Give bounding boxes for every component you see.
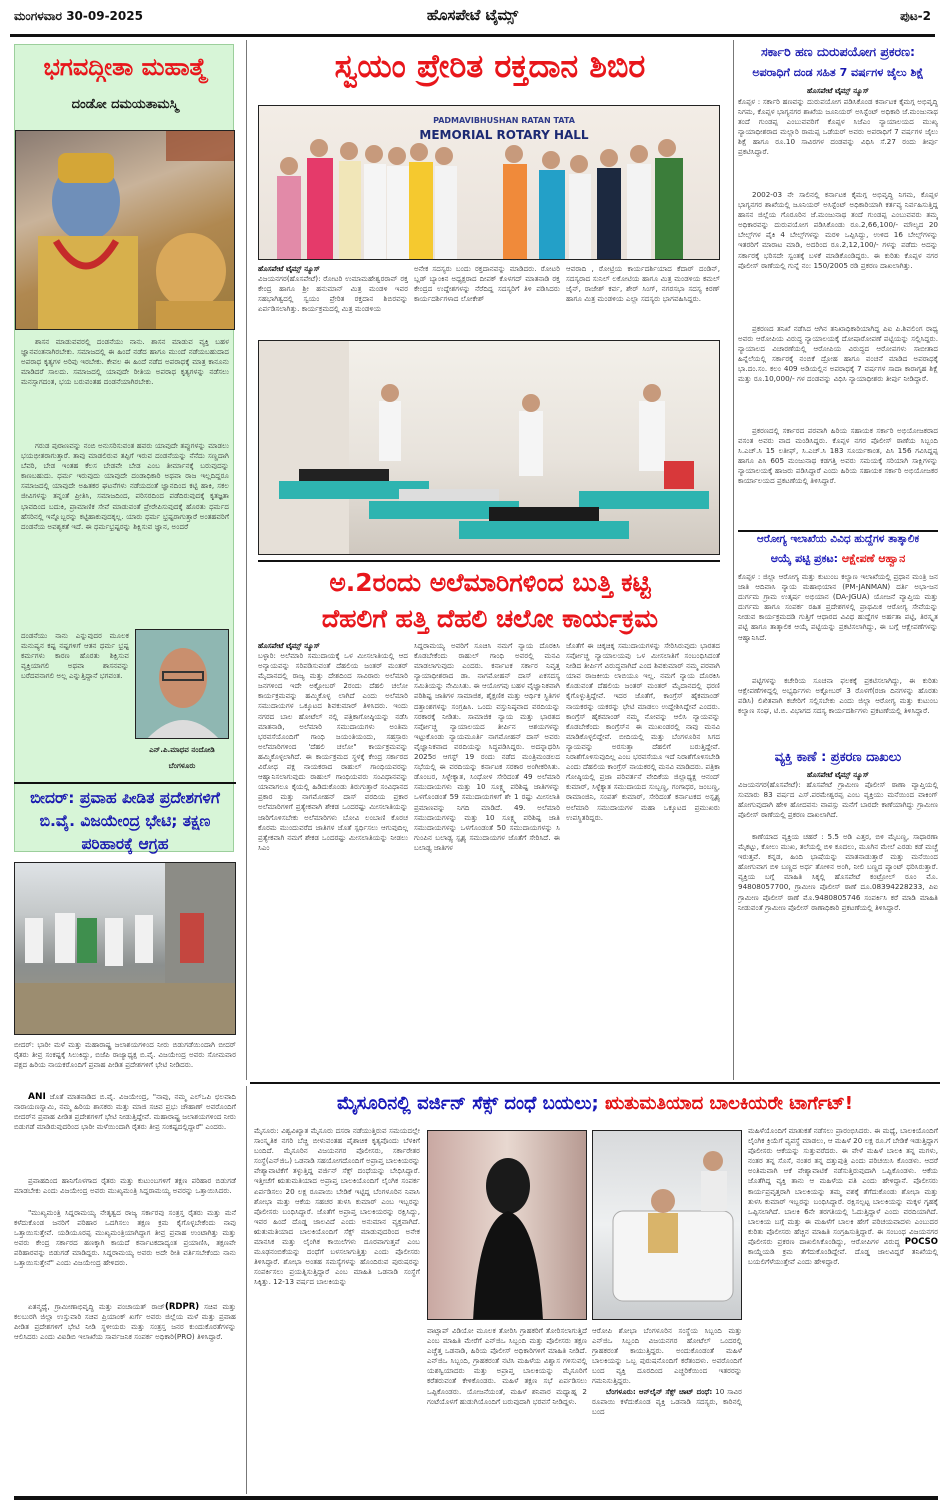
blood-byline: ಹೊಸಪೇಟೆ ಟೈಮ್ಸ್ ನ್ಯೂಸ್: [258, 264, 320, 273]
footer-rule: [14, 1496, 938, 1500]
banner-line-1: PADMAVIBHUSHAN RATAN TATA: [433, 116, 575, 125]
funds-text-4: ಪ್ರಕರಣದಲ್ಲಿ ಸರ್ಕಾರದ ಪರವಾಗಿ ಹಿರಿಯ ಸಹಾಯಕ ಸರ್ಕಾರಿ ಅಭಿಯೋಜಕರಾದ ವಸಂತ ಅವರು ವಾದ ಮಂಡಿಸಿದ್ದರು. ಕೊಪ್ಪಳ ನಗರ ಪೊಲೀಸ್ ಠಾಣೆಯ ಸಿಬ್ಬಂದಿ ಸಿ.ಎಚ್.ಸಿ 15 ಲತೀಫ್, ಸಿ.ಎಚ್.ಸಿ 183 ಸೂರ್ಯಕಾಂತ, ಪಿಸಿ 156 ಗವಿಸಿದ್ದಪ್ಪ ಹಾಗೂ ಪಿಸಿ 605 ಮಂಜುನಾಥ ಕಡಗತ್ತಿ ಅವರು ಸಮಯಕ್ಕೆ ಸರಿಯಾಗಿ ಸಾಕ್ಷಿಗಳನ್ನು ನ್ಯಾಯಾಲಯಕ್ಕೆ ಹಾಜರು ಪಡಿಸಿದ್ದಾರೆ ಎಂದು ಹಿರಿಯ ಸಹಾಯಕ ಸರ್ಕಾರಿ ಅಭಿಯೋಜಕರ ಕಾರ್ಯಾಲಯದ ಪ್ರಕಟಣೆಯಲ್ಲಿ ತಿಳಿಸಿದ್ದಾರೆ.: [738, 426, 938, 486]
author-name: ಎನ್.ಪಿ.ಮಾಧವ ನಂದೋಡಿ: [149, 745, 215, 754]
section-rule: [258, 560, 720, 562]
silhouette: [428, 1131, 587, 1320]
mysuru-text-3-tail: 10 ಸಾವಿರ ರೂಪಾಯಿ ಕಳೆದುಕೊಂಡ ವ್ಯಕ್ತಿ ಒಡನಾಡಿ ಸದಸ್ಯರು, ಕಾರಿನಲ್ಲಿ ಬಂದ: [592, 1386, 742, 1416]
health-headline-1: ಆರೋಗ್ಯ ಇಲಾಖೆಯ ವಿವಿಧ ಹುದ್ದೆಗಳ ತಾತ್ಕಾಲಿಕ: [756, 533, 920, 545]
missing-text-2: ಕಾಣೆಯಾದ ವ್ಯಕ್ತಿಯ ಚಹರೆ : 5.5 ಅಡಿ ಎತ್ತರ, ಬಿಳಿ ಮೈಬಣ್ಣ, ಸಾಧಾರಣಾ ಮೈಕಟ್ಟು, ಕೋಲು ಮುಖ, ತಲೆಯಲ್ಲಿ ಬಿಳಿ ಕೂದಲು, ಮೂಗಿನ ಮೇಲೆ ಎರಡು ಕಡೆ ಮಚ್ಚೆ ಇರುತ್ತವೆ. ಕನ್ನಡ, ಹಿಂದಿ ಭಾಷೆಯನ್ನು ಮಾತನಾಡುತ್ತಾರೆ ಮತ್ತು ಮನೆಯಿಂದ ಹೋಗುವಾಗ ಬಿಳಿ ಬಣ್ಣದ ಅರ್ಧ ತೋಳಿನ ಅಂಗಿ, ನೀಲಿ ಬಣ್ಣದ ಪ್ಯಾಂಟ್ ಧರಿಸಿರುತ್ತಾರೆ. ವ್ಯಕ್ತಿಯ ಬಗ್ಗೆ ಮಾಹಿತಿ ಸಿಕ್ಕಲ್ಲಿ ಹೊಸಪೇಟೆ ಕಂಟ್ರೋಲ್ ರೂಂ ಮೊ. 94808057700, ಗ್ರಾಮೀಣ ಪೊಲೀಸ್ ಠಾಣೆ ದೂ.08394228233, ಪಿಐ ಗ್ರಾಮೀಣ ಪೊಲೀಸ್ ಠಾಣೆ ಮೊ.9480805746 ಸಂಪರ್ಕಿಸಿ ಕರೆ ಮಾಡಿ ಮಾಹಿತಿ ನೀಡುವಂತೆ ಗ್ರಾಮೀಣ ಪೊಲೀಸ್ ಠಾಣಾಧಿಕಾರಿ ಪ್ರಕಟಣೆಯಲ್ಲಿ ತಿಳಿಸಿದ್ದಾರೆ.: [738, 832, 938, 912]
missing-byline: ಹೊಸಪೇಟೆ ಟೈಮ್ಸ್ ನ್ಯೂಸ್: [807, 770, 869, 779]
woman-silhouette-photo: [427, 1130, 587, 1320]
alemari-text-1: ಬಳ್ಳಾರಿ: ಅಲೆಮಾರಿ ಸಮುದಾಯಕ್ಕೆ ಒಳ ಮೀಸಲಾತಿಯಲ್ಲಿ ಆದ ಅನ್ಯಾಯವನ್ನು ಸರಿಪಡಿಸುವಂತೆ ದೆಹಲಿಯ ಜಂತರ್ ಮಂತರ್ ಮೈದಾನದಲ್ಲಿ ರಾಜ್ಯ ಮತ್ತು ದೇಶದಿಂದ ಸಾವಿರಾರು ಅಲೆಮಾರಿ ಜನಗಳಿಂದ ಇದೇ ಅಕ್ಟೋಬರ್ 2ರಂದು ದೆಹಲಿ ಚಲೋ ಕಾರ್ಯಕ್ರಮವನ್ನು ಹಮ್ಮಿಕೊಳ್ಳ ಲಾಗಿದೆ ಎಂದು ಅಲೆಮಾರಿ ಸಮುದಾಯಗಳ ಒಕ್ಕೂಟದ ಶಿವಕುಮಾರ್ ತಿಳಿಸಿದರು. ಇಂದು ನಗರದ ಬಾಲ ಹೋಟೆಲ್ ನಲ್ಲಿ ಪತ್ರಿಕಾಗೋಷ್ಠಿಯನ್ನು ನಡೆಸಿ ಮಾತನಾಡಿ, ಅಲೆಮಾರಿ ಸಮುದಾಯಗಳು ಅಂತಿಮ ಭರವಸೆಯೊಂದಿಗೆ' ಗಾಂಧಿ ಜಯಂತಿಯಂದು, ಸಹಸ್ರಾರು ಅಲೆಮಾರಿಗಳಿಂದ 'ದೆಹಲಿ ಚಲೋ" ಕಾರ್ಯಕ್ರಮವನ್ನು ಹಮ್ಮಿಕೊಳ್ಳಲಾಗಿದೆ. ಈ ಕಾರ್ಯಕ್ರಮದ ಸ್ಥಳಕ್ಕೆ ಕೇಂದ್ರ ಸರ್ಕಾರದ ವಿರೋಧ ಪಕ್ಷ ನಾಯಕರಾದ ರಾಹುಲ್ ಗಾಂಧಿಯವರನ್ನು ಆಹ್ವಾನಿಸಲಾಗುವುದು ರಾಹುಲ್ ಗಾಂಧಿಯವರು ಸಂವಿಧಾನವನ್ನು ಯಾವಾಗಲೂ ಕೈಯಲ್ಲಿ ಹಿಡಿದುಕೊಂಡು ತಿರುಗುತ್ತಾರೆ ಸಂವಿಧಾನದ ಪ್ರಕಾರ ಮತ್ತು ನಾಗಮೋಹನ್ ದಾಸ್ ವರದಿಯ ಪ್ರಕಾರ ಅಲೆಮಾರಿಗಳಿಗೆ ಪ್ರತ್ಯೇಕವಾಗಿ ಶೇಕಡ ಒಂದರಷ್ಟು ಮೀಸಲಾತಿಯನ್ನು ಜಾರಿಗೊಳಿಸಬೇಕು ಅಲೆಮಾರಿಗಳು ಬೋವಿ ಲಂಬಾಣಿ ಕೊರಚ ಕೊರಮ ಮುಂದುವರೆದ ಜಾತಿಗಳ ಜೊತೆ ಸ್ಪರ್ಧಿಸಲು ಆಗುವುದಿಲ್ಲ ಪ್ರತ್ಯೇಕವಾಗಿ ನಮಗೆ ಶೇಕಡ ಒಂದರಷ್ಟು ಮೀಸಲಾತಿಯನ್ನು ನೀಡಲು ಸಿಎಂ: [258, 651, 408, 852]
column-divider: [246, 40, 247, 1080]
group-of-people: [259, 106, 720, 260]
bidar-text-2-body: ಜೊತೆ ಮಾತನಾಡಿದ ಬಿ.ವೈ. ವಿಜಯೇಂದ್ರ, "ನಾವು, ನಮ್ಮ ಎಲ್‌ಒಪಿ ಛಲವಾದಿ ನಾರಾಯಣಸ್ವಾಮಿ, ನಮ್ಮ ಹಿರಿಯ ಶಾಸಕರು ಮತ್ತು ಮಾಜಿ ಸಚಿವ ಪ್ರಭು ಚೌಹಾಣ್ ಅವರೊಂದಿಗೆ ಬೀದರ್‌ನ ಪ್ರವಾಹ ಪೀಡಿತ ಪ್ರದೇಶಗಳಿಗೆ ಭೇಟಿ ನೀಡುತ್ತಿದ್ದೇವೆ. ಮಹಾರಾಷ್ಟ್ರ ಜಲಾಶಯಗಳಿಂದ ನೀರು ಬಿಡುಗಡೆ ಮಾಡಿರುವುದರಿಂದ ಭಾರೀ ಮಳೆಯಿಂದಾಗಿ ರೈತರು ತೀವ್ರ ಸಂಕಷ್ಟದಲ್ಲಿದ್ದಾರೆ" ಎಂದರು.: [14, 1092, 236, 1132]
alemari-column-2: [414, 641, 560, 1075]
mysuru-text-1: ಮೈಸೂರು: ವಿಶ್ವವಿಖ್ಯಾತ ಮೈಸೂರು ದಸರಾ ನಡೆಯುತ್ತಿರುವ ಸಮಯದಲ್ಲೇ ಸಾಂಸ್ಕೃತಿಕ ನಗರಿ ಬೆಚ್ಚಿ ಬೀಳುವಂತಹ ಪೈಶಾಚಿಕ ಕೃತ್ಯವೊಂದು ಬೆಳಕಿಗೆ ಬಂದಿದೆ. ಮೈಸೂರಿನ ವಿಜಯನಗರ ಪೊಲೀಸರು, ಸರ್ಕಾರೇತರ ಸಂಸ್ಥೆ(ಎನ್‌ಜಿಒ) ಒಡನಾಡಿ ಸಹಯೋಗದೊಂದಿಗೆ ಅಪ್ರಾಪ್ತ ಬಾಲಕಿಯರನ್ನು ವೇಶ್ಯಾವಾಟಿಕೆಗೆ ತಳ್ಳುತ್ತಿದ್ದ ವರ್ಜಿನ್ ಸೆಕ್ಸ್ ದಂಧೆಯನ್ನು ಬೇಧಿಸಿದ್ದಾರೆ. ಇತ್ತೀಚೆಗೆ ಋತುಮತಿಯಾದ ಅಪ್ರಾಪ್ತ ಬಾಲಕಿಯೊಂದಿಗೆ ಲೈಂಗಿಕ ಸಂಪರ್ಕ ಏರ್ಪಡಿಸಲು 20 ಲಕ್ಷ ರೂಪಾಯಿ ಬೇಡಿಕೆ ಇಟ್ಟಿದ್ದ ಬೆಂಗಳೂರಿನ ನಿವಾಸಿ ಶೋಭಾ ಮತ್ತು ಆಕೆಯ ಸಹಚರ ತುಳಸಿ ಕುಮಾರ್ ಎಂಬ ಇಬ್ಬರನ್ನು ಪೊಲೀಸರು ಬಂಧಿಸಿದ್ದಾರೆ. ಜೊತೆಗೆ ಅಪ್ರಾಪ್ತ ಬಾಲಕಿಯರನ್ನು ರಕ್ಷಿಸಿದ್ದು, ಇವರ ಹಿಂದೆ ದೊಡ್ಡ ಜಾಲವಿದೆ ಎಂದು ಅನುಮಾನ ವ್ಯಕ್ತವಾಗಿದೆ. ಋತುಮತಿಯಾದ ಬಾಲಕಿಯೊಂದಿಗೆ ಸೆಕ್ಸ್ ಮಾಡುವುದರಿಂದ ಅನೇಕ ಮಾನಸಿಕ ಮತ್ತು ಲೈಂಗಿಕ ಕಾಯಿಲೆಗಳು ದೂರವಾಗುತ್ತವೆ ಎಂಬ ಮೂಢನಂಬಿಕೆಯನ್ನು ದಂಧೆಗೆ ಬಳಸಲಾಗುತ್ತಿತ್ತು ಎಂದು ಪೊಲೀಸರು ತಿಳಿಸಿದ್ದಾರೆ. ಶೋಭಾ ಅಂತಹ ಸಮಸ್ಯೆಗಳನ್ನು ಹೊಂದಿರುವ ಪುರುಷರನ್ನು ಸಂಪರ್ಕಿಸಲು ಪ್ರಯತ್ನಿಸುತ್ತಿದ್ದಾರೆ ಎಂಬ ಮಾಹಿತಿ ಒಡನಾಡಿ ಸಂಸ್ಥೆಗೆ ಸಿಕ್ಕಿತ್ತು. 12-13 ವರ್ಷದ ಬಾಲಕಿಯನ್ನು: [254, 1126, 420, 1287]
mysuru-column-3: [592, 1326, 742, 1494]
flood-visit-scene: [15, 863, 236, 1035]
health-text-1: ಕೊಪ್ಪಳ : ಜಿಲ್ಲಾ ಆರೋಗ್ಯ ಮತ್ತು ಕುಟುಂಬ ಕಲ್ಯಾಣ ಇಲಾಖೆಯಲ್ಲಿ ಪ್ರಧಾನ ಮಂತ್ರಿ ಜನ ಜಾತಿ ಆದಿವಾಸಿ ನ್ಯಾಯ ಮಹಾಭಿಯಾನ (PM-JANMAN) ದರ್ತಿ ಅಭಾ-ಜನ ದುರ್ಗಮ ಗ್ರಾಮ ಉತ್ಕರ್ಷ ಅಭಿಯಾನ (DA-JGUA) ಯೋಜನೆ ವ್ಯಾಪ್ತಿಯ ಮತ್ತು ದುರ್ಗಮ ಹಾಗೂ ಸಂಪರ್ಕ ರಹಿತ ಪ್ರದೇಶಗಳಲ್ಲಿ ಪ್ರಾಥಮಿಕ ಆರೋಗ್ಯ ಸೇವೆಯನ್ನು ನೀಡುವ ಕಾರ್ಯಕ್ರಮದಡಿ ಗುತ್ತಿಗೆ ಆಧಾರದ ವಿವಿಧ ಹುದ್ದೆಗಳ ಅರ್ಹತಾ ಪಟ್ಟಿ, ತಿರಸ್ಕೃತ ಪಟ್ಟಿ ಹಾಗೂ ತಾತ್ಕಾಲಿಕ ಆಯ್ಕೆ ಪಟ್ಟಿಯನ್ನು ಪ್ರಕಟಿಸಲಾಗಿದ್ದು, ಈ ಬಗ್ಗೆ ಆಕ್ಷೇಪಣೆಗಳನ್ನು ಆಹ್ವಾನಿಸಿದೆ.: [738, 572, 938, 642]
newspaper-title: ಹೊಸಪೇಟೆ ಟೈಮ್ಸ್: [426, 6, 519, 24]
author-portrait: [136, 630, 229, 739]
health-paragraph-2: [738, 676, 938, 748]
bidar-paragraph-2: [14, 1092, 236, 1174]
mysuru-column-2: [427, 1326, 587, 1494]
blood-column-3: [566, 264, 720, 336]
alemari-headline-1: ಅ.2ರಂದು ಅಲೆಮಾರಿಗಳಿಂದ ಬುತ್ತಿ ಕಟ್ಟಿ: [329, 568, 651, 597]
blood-column-1: [258, 274, 408, 336]
bidar-text-5a: ಏತನ್ಮಧ್ಯೆ, ಗ್ರಾಮೀಣಾಭಿವೃದ್ಧಿ ಮತ್ತು ಪಂಚಾಯತ್ ರಾಜ್: [28, 1302, 165, 1311]
health-headline-2b: ಆಕ್ಷೇಪಣೆ ಆಹ್ವಾನ: [841, 552, 906, 565]
rdpr-label: (RDPR): [164, 1302, 200, 1312]
author-photo: [135, 629, 229, 739]
funds-headline-2: ಅಪರಾಧಿಗೆ ದಂಡ ಸಹಿತ 7 ವರ್ಷಗಳ ಜೈಲು ಶಿಕ್ಷೆ: [752, 66, 924, 79]
blood-text-2: ಅನೇಕ ಸದಸ್ಯರು ಬಂದು ರಕ್ತದಾನವನ್ನು ಮಾಡಿದರು. ರೋಟರಿ ಬ್ಲಡ್ ಬ್ಯಾಂಕಿನ ಅಧ್ಯಕ್ಷರಾದ ದೀಪಕ್ ಕೊಳಗದ್ ಮಾತನಾಡಿ ರಕ್ತ ಕೇಂದ್ರದ ಉದ್ದೇಶಗಳನ್ನು ನೆರೆದಿದ್ದ ಸದಸ್ಯರಿಗೆ ತಿಳಿ ಪಡಿಸಿದರು ಕಾರ್ಯದರ್ಶಿಗಳಾದ ಲೋಕೇಶ್: [414, 264, 560, 304]
car-scene: [593, 1131, 742, 1320]
bidar-headline: ಬೀದರ್: ಪ್ರವಾಹ ಪೀಡಿತ ಪ್ರದೇಶಗಳಿಗೆ ಬಿ.ವೈ. ವಿಜಯೇಂದ್ರ ಭೇಟಿ; ತಕ್ಷಣ ಪರಿಹಾರಕ್ಕೆ ಆಗ್ರಹ: [30, 789, 220, 853]
banner-line-2: MEMORIAL ROTARY HALL: [419, 128, 589, 142]
bhagavad-title: ಭಗವದ್ಗೀತಾ ಮಹಾತ್ಮೆ: [43, 53, 207, 81]
bhagavad-subtitle: ದಂಡೋ ದಮಯತಾಮಸ್ಮಿ: [71, 97, 179, 112]
bhagavad-text-1: ಶಾಸನ ಮಾಡುವವರಲ್ಲಿ ದಂಡನೆಯು ನಾನು. ಶಾಸನ ಮಾಡುವ ವ್ಯಕ್ತಿ ಬಹಳ ಜ್ಞಾನವಂತನಾಗಿರಬೇಕು. ಸಮಾಜದಲ್ಲಿ ಈ ಹಿಂದೆ ನಡೆದ ಹಾಗೂ ಮುಂದೆ ನಡೆಯಬಹುದಾದ ಅಪರಾಧ ಕೃತ್ಯಗಳ ಅರಿವು ಇರಬೇಕು. ಕೇವಲ ಈ ಹಿಂದೆ ನಡೆದ ಅಪರಾಧಕ್ಕೆ ಮಾತ್ರ ಕಾನೂನು ಮಾಡಿದರೆ ಸಾಲದು. ಸಮಾಜದಲ್ಲಿ ಯಾವುದೇ ರೀತಿಯ ಅಪರಾಧ ಕೃತ್ಯಗಳನ್ನು ನಡೆಸಲು ಮನಸ್ಸಾಗದಂತ, ಭಯ ಬರುವಂತಹ ದಂಡನೆಯಾಗಿರಬೇಕು.: [21, 337, 229, 387]
column-divider: [733, 40, 734, 1080]
blood-donors-photo: [258, 340, 720, 555]
funds-text-1: ಕೊಪ್ಪಳ : ಸರ್ಕಾರಿ ಹಣವನ್ನು ದುರುಪಯೋಗ ಪಡಿಸಿಕೊಂಡ ಕರ್ನಾಟಕ ಕೈಮಗ್ಗ ಅಭಿವೃದ್ಧಿ ನಿಗಮ, ಕೊಪ್ಪಳ ಭಾಗ್ಯನಗರ ಶಾಖೆಯ ಜೂನಿಯರ್ ಅಸಿಸ್ಟೆಂಟ್ ಅಧಿಕಾರಿ ಜೆ.ಮಂಜುನಾಥ ತಂದೆ ಗುಂಡಪ್ಪ ಎಂಬುವವರಿಗೆ ಕೊಪ್ಪಳ ಸಿಜೆಎಂ ನ್ಯಾಯಾಲಯದ ಮುಖ್ಯ ನ್ಯಾಯಾಧೀಶರಾದ ಮಲ್ಲಾರಿ ರಾಮಪ್ಪ ಒಡೆಯರ್ ಅವರು ಅಪರಾಧಿಗೆ 7 ವರ್ಷಗಳ ಜೈಲು ಶಿಕ್ಷೆ ಹಾಗೂ ರೂ.10 ಸಾವಿರಗಳ ದಂಡವನ್ನು ವಿಧಿಸಿ ಸೆ.27 ರಂದು ತೀರ್ಪು ಪ್ರಕಟಿಸಿದ್ದಾರೆ.: [738, 97, 938, 157]
bidar-paragraph-3: [14, 1176, 236, 1208]
donors-on-beds: [259, 341, 720, 555]
mysuru-text-3: ಆರೋಪಿ ಶೋಭಾ ಬೆಂಗಳೂರಿನ ಸಂಸ್ಥೆಯ ಸಿಬ್ಬಂದಿ ಮತ್ತು ಎನ್‌ಜಿಒ ಸಿಬ್ಬಂದಿ ವಿಜಯನಗರ ಹೋಟೆಲ್ ಒಂದರಲ್ಲಿ ಗ್ರಾಹಕರಂತೆ ಕಾಯುತ್ತಿದ್ದರು. ಅಂದುಕೊಂಡಂತೆ ಮಹಿಳೆ ಬಾಲಕಿಯನ್ನು ಒಬ್ಬ ಪುರುಷನೊಂದಿಗೆ ಕರೆತಂದಳು. ಅವರೊಂದಿಗೆ ಬಂದ ವ್ಯಕ್ತಿ ದೂರದಿಂದ ಎಚ್ಚರಿಕೆಯಿಂದ ಇತರರನ್ನು ಗಮನಿಸುತ್ತಿದ್ದರು.: [592, 1326, 742, 1386]
mysuru-text-4-body: ಮಹಿಳೆಯೊಂದಿಗೆ ಮಾತುಕತೆ ನಡೆಸಲು ಪ್ರಾರಂಭಿಸಿದರು. ಈ ಮಧ್ಯೆ, ಬಾಲಕಿಯೊಂದಿಗೆ ಲೈಂಗಿಕ ಕ್ರಿಯೆಗೆ ವ್ಯವಸ್ಥೆ ಮಾಡಲು, ಆ ಮಹಿಳೆ 20 ಲಕ್ಷ ರೂ.ಗೆ ಬೇಡಿಕೆ ಇಡುತ್ತಿದ್ದಾಗ ಪೊಲೀಸರು ಆಕೆಯನ್ನು ಸುತ್ತುವರೆದರು. ಈ ವೇಳೆ ಮಹಿಳೆ ಬಾಲಕಿ ತನ್ನ ಮಗಳು, ನಂತರ ತನ್ನ ಸೊಸೆ, ನಂತರ ತನ್ನ ದತ್ತುಪುತ್ರಿ ಎಂದು ಪರಿಚಯಿಸಿ ಕೊಂಡಳು. ಆದರೆ ಅಂತಿಮವಾಗಿ ಆಕೆ ವೇಶ್ಯಾವಾಟಿಕೆ ನಡೆಸುತ್ತಿರುವುದಾಗಿ ಒಪ್ಪಿಕೊಂಡಳು. ಆಕೆಯ ಜೊತೆಗಿದ್ದ ವ್ಯಕ್ತಿ ತಾನು ಆ ಮಹಿಳೆಯ ಪತಿ ಎಂದು ಹೇಳಿದ್ದಾನೆ. ಪೊಲೀಸರು ಕಾರ್ಯಪ್ರವೃತ್ತರಾಗಿ ಬಾಲಕಿಯನ್ನು ತಮ್ಮ ವಶಕ್ಕೆ ತೆಗೆದುಕೊಂಡು ಶೋಭಾ ಮತ್ತು ತುಳಸಿ ಕುಮಾರ್ ಇಬ್ಬರನ್ನು ಬಂಧಿಸಿದ್ದಾರೆ. ರಕ್ಷಿಸಲ್ಪಟ್ಟ ಬಾಲಕಿಯನ್ನು ಮಕ್ಕಳ ಗೃಹಕ್ಕೆ ಒಪ್ಪಿಸಲಾಗಿದೆ. ಬಾಲಕಿ 6ನೇ ತರಗತಿಯಲ್ಲಿ ಓದುತ್ತಿದ್ದಾಳೆ ಎಂದು ವರದಿಯಾಗಿದೆ. ಬಾಲಕಿಯ ಬಗ್ಗೆ ಮತ್ತು ಈ ಮಹಿಳೆಗೆ ಬಾಲಕಿ ಹೇಗೆ ಪರಿಚಯವಾದಳು ಎಂಬುದರ ಕುರಿತು ಪೊಲೀಸರು ಹೆಚ್ಚಿನ ಮಾಹಿತಿ ಸಂಗ್ರಹಿಸುತ್ತಿದ್ದಾರೆ. ಈ ಸಂಬಂಧ ವಿಜಯನಗರ ಪೊಲೀಸರು ಪ್ರಕರಣ ದಾಖಲಿಸಿಕೊಂಡಿದ್ದು, ಆರೋಪಿಗಳ ವಿರುದ್ಧ: [748, 1126, 938, 1247]
page-number: ಪುಟ-2: [900, 9, 931, 23]
bhagavad-paragraph-3: [21, 631, 129, 755]
alemari-column-1: [258, 651, 408, 1075]
krishna-arjuna-illustration: [16, 131, 235, 330]
health-paragraph-1: [738, 572, 938, 674]
funds-text-2: 2002-03 ನೇ ಸಾಲಿನಲ್ಲಿ ಕರ್ನಾಟಕ ಕೈಮಗ್ಗ ಅಭಿವೃದ್ಧಿ ನಿಗಮ, ಕೊಪ್ಪಳ ಭಾಗ್ಯನಗರ ಶಾಖೆಯಲ್ಲಿ ಜೂನಿಯರ್ ಅಸಿಸ್ಟೆಂಟ್ ಅಧಿಕಾರಿಯಾಗಿ ಕರ್ತವ್ಯ ನಿರ್ವಹಿಸುತ್ತಿದ್ದ ಹಾಸನ ಜಿಲ್ಲೆಯ ಗೊರೂರಿನ ಜೆ.ಮಂಜುನಾಥ ತಂದೆ ಗುಂಡಪ್ಪ ಎಂಬುವವರು ತಮ್ಮ ಅಧಿಕಾರವನ್ನು ದುರುಪಯೋಗ ಪಡಿಸಿಕೊಂಡು ರೂ.2,66,100/- ಮೌಲ್ಯದ 20 ಬೇಲ್ಸ್‌ಗಳ ಪೈಕಿ 4 ಬೇಲ್ಸ್‌ಗಳನ್ನು ಮರಳಿ ಒಪ್ಪಿಸಿದ್ದು, ಉಳಿದ 16 ಬೇಲ್ಸ್‌ಗಳನ್ನು ಇತರರಿಗೆ ಮಾರಾಟ ಮಾಡಿ, ಅದರಿಂದ ರೂ.2,12,100/- ಗಳನ್ನು ಪಡೆದು ಅದನ್ನು ಸರ್ಕಾರಕ್ಕೆ ಭರಿಸದೇ ಸ್ವಂತಕ್ಕೆ ಬಳಕೆ ಮಾಡಿಕೊಂಡಿದ್ದರು. ಈ ಕುರಿತು ಕೊಪ್ಪಳ ನಗರ ಪೊಲೀಸ್ ಠಾಣೆಯಲ್ಲಿ ಗುನ್ನೆ ನಂ: 150/2005 ರಡಿ ಪ್ರಕರಣ ದಾಖಲಾಗಿತ್ತು.: [738, 190, 938, 270]
masthead: [0, 0, 945, 34]
missing-paragraph-2: [738, 832, 938, 1076]
funds-paragraph-2: [738, 190, 938, 322]
column-divider: [246, 1086, 247, 1494]
mysuru-text-3-sub: [592, 1387, 742, 1417]
missing-paragraph-1: [738, 780, 938, 832]
bidar-text-1: ಬೀದರ್: ಭಾರೀ ಮಳೆ ಮತ್ತು ಮಹಾರಾಷ್ಟ್ರ ಜಲಾಶಯಗಳಿಂದ ನೀರು ಬಿಡುಗಡೆಯಿಂದಾಗಿ ಬೀದರ್ ರೈತರು ತೀವ್ರ ಸಂಕಷ್ಟಕ್ಕೆ ಸಿಲುಕಿದ್ದು, ಬಿಜೆಪಿ ರಾಜ್ಯಾಧ್ಯಕ್ಷ ಬಿ.ವೈ. ವಿಜಯೇಂದ್ರ ಅವರು ಸೋಮವಾರ ಪಕ್ಷದ ಹಿರಿಯ ನಾಯಕರೊಂದಿಗೆ ಪ್ರವಾಹ ಪೀಡಿತ ಪ್ರದೇಶಗಳಿಗೆ ಭೇಟಿ ನೀಡಿದರು.: [14, 1040, 236, 1070]
health-text-2: ಪಟ್ಟಿಗಳನ್ನು ಕಚೇರಿಯ ಸೂಚನಾ ಫಲಕಕ್ಕೆ ಪ್ರಕಟಿಸಲಾಗಿದ್ದು, ಈ ಕುರಿತು ಆಕ್ಷೇಪಣೆಗಳಿದ್ದಲ್ಲಿ ಅಭ್ಯರ್ಥಿಗಳು ಅಕ್ಟೋಬರ್ 3 ರೊಳಗೆ(ರಜಾ ದಿನಗಳನ್ನು ಹೊರತು ಪಡಿಸಿ) ಲಿಖಿತವಾಗಿ ಕಚೇರಿಗೆ ಸಲ್ಲಿಸಬೇಕು ಎಂದು ಜಿಲ್ಲಾ ಆರೋಗ್ಯ ಮತ್ತು ಕುಟುಂಬ ಕಲ್ಯಾಣ ಸಂಘ, ಟಿ.ಬಿ. ವಿಭಾಗದ ಸದಸ್ಯ ಕಾರ್ಯದರ್ಶಿಗಳು ಪ್ರಕಟಣೆಯಲ್ಲಿ ತಿಳಿಸಿದ್ದಾರೆ.: [738, 676, 938, 716]
masthead-rule: [10, 34, 935, 37]
bengaluru-subhead: ಬೆಂಗಳೂರು: ಆನ್‌ಲೈನ್ ಸೆಕ್ಸ್ ಚಾಟ್ ದಂಧೆ:: [606, 1386, 713, 1396]
health-headline-2: [738, 552, 938, 566]
mysuru-headline-a: ಮೈಸೂರಿನಲ್ಲಿ ವರ್ಜಿನ್ ಸೆಕ್ಸ್ ದಂಧೆ ಬಯಲು;: [336, 1093, 599, 1114]
health-headline-2a: ಆಯ್ಕೆ ಪಟ್ಟಿ ಪ್ರಕಟ:: [770, 552, 839, 565]
section-rule: [14, 782, 236, 784]
alemari-text-3: ಜೊತೆಗೆ ಈ ಚಿಕ್ಕಚಿಕ್ಕ ಸಮುದಾಯಗಳನ್ನು ಸೇರಿಸಿರುವುದು ಭಾರತದ ಸರ್ವೋಚ್ಚ ನ್ಯಾಯಾಲಯವು ಒಳ ಮೀಸಲಾತಿಗೆ ಸಂಬಂಧಿಸಿದಂತೆ ನೀಡಿದ ತೀರ್ಪಿಗೆ ವಿರುದ್ಧವಾಗಿದೆ ಎಂದ ಶಿವಕುಮಾರ್ ನಮ್ಮ ಪರವಾಗಿ ಯಾವ ರಾಜಕೀಯ ಲಾಬಿಯೂ ಇಲ್ಲ. ನಮಗೆ ನ್ಯಾಯ ದೊರಕಿಸಿ ಕೊಡುವಂತೆ ದೆಹಲಿಯ ಜಂತರ್ ಮಂತರ್ ಮೈದಾನದಲ್ಲಿ ಧರಣಿ ಕೈಗೊಳ್ಳುತ್ತಿದ್ದೇವೆ. ಇದರ ಜೊತೆಗೆ, ಕಾಂಗ್ರೆಸ್ ಹೈಕಮಾಂಡ್ ನಾಯಕರನ್ನು ಯಕರನ್ನು ಭೇಟಿ ಮಾಡಲು ಉದ್ದೇಶಿಸಿದ್ದೇವೆ ಎಂದರು. ಕಾಂಗ್ರೆಸ್ ಹೈಕಮಾಂಡ್ ನಮ್ಮ ನೋವನ್ನು ಆಲಿಸಿ ನ್ಯಾಯವನ್ನು ಕೊಡಬೇಕೆಂದು ಕಾಂಗ್ರೆಸ್‌ನ ಈ ಮುಖಂಡರಲ್ಲಿ ನಾವು ಮನವಿ ಮಾಡಿಕೊಳ್ಳಲಿದ್ದೇವೆ. ಬೀದಿಯಲ್ಲಿ ಮತ್ತು ಬೆಂಗಳೂರಿನ ಸಿಗದ ನ್ಯಾಯವನ್ನು ಅರಸುತ್ತಾ ದೆಹಲಿಗೆ ಬರುತ್ತಿದ್ದೇವೆ. ನಿರಾಶೆಗೊಳಿಸುವುದಿಲ್ಲ ಎಂಬ ಭರವಸೆಯೂ ಇದೆ ನಿರಾಶೆಗೊಳಿಸಬೇಡಿ ಎಂದು ದೆಹಲಿಯ ಕಾಂಗ್ರೆಸ್ ನಾಯಕರಲ್ಲಿ ಮನವಿ ಮಾಡಿದರು. ಪತ್ರಿಕಾ ಗೋಷ್ಠಿಯಲ್ಲಿ ಪ್ರಜಾ ಪರಿವರ್ತನೆ ವೇದಿಕೆಯ ಜಿಲ್ಲಾಧ್ಯಕ್ಷ ಆನಂದ್ ಕುಮಾರ್, ಸಿಳ್ಳೆಕ್ಯಾತ ಸಮುದಾಯದ ಸುಬ್ಬಣ್ಣ, ಗಂಗಾಧರ, ಜಂಬಣ್ಣ, ರಾಮಾಂಜಿನಿ, ಸಂಪತ್ ಕುಮಾರ್, ಸೇರಿದಂತೆ ಕರ್ನಾಟಕದ ಅಸ್ಪೃಶ್ಯ ಅಲೆಮಾರಿ ಸಮುದಾಯಗಳ ಮಹಾ ಒಕ್ಕೂಟದ ಪ್ರಮುಖರು ಉಪಸ್ಥಿತರಿದ್ದರು.: [566, 641, 720, 822]
krishna-arjuna-image: [15, 130, 235, 330]
blood-camp-group-photo: [258, 105, 720, 260]
alemari-text-2: ಸಿದ್ದರಾಮಯ್ಯ ಅವರಿಗೆ ಸೂಚಿಸಿ ನಮಗೆ ನ್ಯಾಯ ದೊರಕಿಸಿ ಕೊಡಬೇಕೆಂದು ರಾಹುಲ್ ಗಾಂಧಿ ಅವರಲ್ಲಿ ಮನವಿ ಮಾಡಲಾಗುವುದು ಎಂದರು. ಕರ್ನಾಟಕ ಸರ್ಕಾರ ನಿವೃತ್ತ ನ್ಯಾಯಾಧೀಶರಾದ ಡಾ. ನಾಗಮೋಹನ್ ದಾಸ್ ಏಕಸದಸ್ಯ ಸಮಿತಿಯನ್ನು ನೇಮಿಸಿತು. ಈ ಆಯೋಗವು ಬಹಳ ವೈಜ್ಞಾನಿಕವಾಗಿ ಪರಿಶಿಷ್ಟ ಜಾತಿಗಳ ಸಾಮಾಜಿಕ, ಶೈಕ್ಷಣಿಕ ಮತ್ತು ಆರ್ಥಿಕ ಸ್ಥಿತಿಗಳ ದತ್ತಾಂಶಗಳನ್ನು ಸಂಗ್ರಹಿಸಿ. ಒಂದು ವಸ್ತುನಿಷ್ಠವಾದ ವರದಿಯನ್ನು ಸರಕಾರಕ್ಕೆ ನೀಡಿತು. ಸಾಮಾಜಿಕ ನ್ಯಾಯ ಮತ್ತು ಭಾರತದ ಸರ್ವೋಚ್ಚ ನ್ಯಾಯಾಲಯದ ತೀರ್ಪಿನ ಆಶಯಗಳನ್ನು ಇಟ್ಟುಕೊಂಡು ನ್ಯಾಯಮೂರ್ತಿ ನಾಗಮೋಹನ್ ದಾಸ್ ಅವರು ವೈಜ್ಞಾನಿಕವಾದ ವರದಿಯನ್ನು ಸಿದ್ಧಪಡಿಸಿದ್ದರು. ಅದನ್ನಾಧರಿಸಿ 2025ರ ಆಗಸ್ಟ್ 19 ರಂದು ನಡೆದ ಮಂತ್ರಿಮಂಡಲದ ಸಭೆಯಲ್ಲಿ ಈ ವರದಿಯನ್ನು ಕರ್ನಾಟಕ ಸರಕಾರ ಅಂಗೀಕರಿಸಿತು. ಡೊಂಬರ, ಸಿಳ್ಳೇಕ್ಯಾತ, ಸಿಂಧೋಳ ಸೇರಿದಂತೆ 49 ಅಲೆಮಾರಿ ಸಮುದಾಯಗಳು ಮತ್ತು 10 ಸೂಕ್ಷ್ಮ ಪರಿಶಿಷ್ಟ ಜಾತಿಗಳನ್ನು ಒಳಗೊಂಡಂತೆ 59 ಸಮುದಾಯಗಳಿಗೆ ಶೇ 1 ರಷ್ಟು ಮೀಸಲಾತಿ ಪ್ರಮಾಣವನ್ನು ನಿಗದಿ ಮಾಡಿದೆ. 49. ಅಲೆಮಾರಿ ಸಮುದಾಯಗಳನ್ನು ಮತ್ತು 10 ಸೂಕ್ಷ್ಮ ಪರಿಶಿಷ್ಟ ಜಾತಿ ಸಮುದಾಯಗಳನ್ನು ಒಳಗೊಂಡಂತೆ 50 ಸಮುದಾಯಗಳನ್ನು ಸಿ ಗುಂಪಿನ ಬಲಾಢ್ಯ ಸ್ಪೃಶ್ಯ ಸಮುದಾಯಗಳ ಜೊತೆಗೆ ಸೇರಿಸಿದೆ. ಈ ಬಲಾಢ್ಯ ಜಾತಿಗಳ: [414, 641, 560, 852]
section-rule: [250, 1082, 940, 1084]
alemari-headline-2: ದೆಹಲಿಗೆ ಹತ್ತಿ ದೆಹಲಿ ಚಲೋ ಕಾರ್ಯಕ್ರಮ: [321, 604, 659, 633]
bhagavad-text-3: ದಂಡನೆಯು ನಾನು ಎನ್ನುವುದರ ಮೂಲಕ ಮನುಷ್ಯನ ಕಷ್ಟ ನಷ್ಟಗಳಿಗೆ ಆತನ ಧರ್ಮ ಭ್ರಷ್ಟ ಕರ್ಮಗಳು ಕಾರಣ ಹೊರತು ಶಿಕ್ಷಿಸುವ ವ್ಯಕ್ತಿಯಾಗಲಿ ಅಥವಾ ಶಾಸನವನ್ನು ಬರೆದವನಾಗಲಿ ಅಲ್ಲ ಎನ್ನುತ್ತಿದ್ದಾನೆ ಭಗವಂತ.: [21, 631, 129, 681]
funds-text-3: ಪ್ರಕರಣದ ತನಿಖೆ ನಡೆಸಿದ ಆಗಿನ ತನಿಖಾಧಿಕಾರಿಯಾಗಿದ್ದ ಪಿಐ ಪಿ.ಶಿವಲಿಂಗ ರಾಧ್ಯ ಅವರು ಆರೋಪಿಯ ವಿರುದ್ಧ ನ್ಯಾಯಾಲಯಕ್ಕೆ ದೋಷಾರೋಪಣೆ ಪಟ್ಟಿಯನ್ನು ಸಲ್ಲಿಸಿದ್ದರು. ನ್ಯಾಯಾಲದ ವಿಚಾರಣೆಯಲ್ಲಿ ಆರೋಪಿಯ ವಿರುದ್ಧದ ಆರೋಪಗಳು ಸಾಬೀತಾದ ಹಿನ್ನೆಲೆಯಲ್ಲಿ ಸರ್ಕಾರಕ್ಕೆ ನಂಬಿಕೆ ದ್ರೋಹ ಹಾಗೂ ವಂಚನೆ ಮಾಡಿದ ಅಪರಾಧಕ್ಕೆ ಭಾ.ದಂ.ಸಂ. ಕಲಂ 409 ಅಡಿಯಲ್ಲಿನ ಅಪರಾಧಕ್ಕೆ 7 ವರ್ಷಗಳ ಸಾದಾ ಕಾರಾಗೃಹ ಶಿಕ್ಷೆ ಮತ್ತು ರೂ.10,000/- ಗಳ ದಂಡವನ್ನು ವಿಧಿಸಿ ನ್ಯಾಯಾಧೀಶರು ತೀರ್ಪು ನೀಡಿದ್ದಾರೆ.: [738, 324, 938, 384]
mysuru-text-2: ವಾಟ್ಸಾಪ್ ವಿಡಿಯೋ ಮೂಲಕ ತೋರಿಸಿ ಗ್ರಾಹಕರಿಗೆ ತೋರಿಸಲಾಗುತ್ತಿದೆ ಎಂಬ ಮಾಹಿತಿ ಮೇರೆಗೆ ಎನ್‌ಜಿಒ ಸಿಬ್ಬಂದಿ ಮತ್ತು ಪೊಲೀಸರು ತಕ್ಷಣ ಎಚ್ಚೆತ್ತ ಒಡನಾಡಿ, ಹಿರಿಯ ಪೊಲೀಸ್ ಅಧಿಕಾರಿಗಳಿಗೆ ಮಾಹಿತಿ ನೀಡಿದೆ. ಎನ್‌ಜಿಒ ಸಿಬ್ಬಂದಿ, ಗ್ರಾಹಕರಂತೆ ನಟಿಸಿ ಮಹಿಳೆಯ ವಿಶ್ವಾಸ ಗಳಿಸುವಲ್ಲಿ ಯಶಸ್ವಿಯಾದರು ಮತ್ತು ಅಪ್ರಾಪ್ತ ಬಾಲಕಿಯನ್ನು ಮೈಸೂರಿಗೆ ಕರೆತರುವಂತೆ ಕೇಳಿಕೊಂಡರು. ಮಹಿಳೆ ತಕ್ಷಣ ಸಭೆ ಏರ್ಪಡಿಸಲು ಒಪ್ಪಿಕೊಂಡರು. ಯೋಜನೆಯಂತೆ, ಮಹಿಳೆ ಶನಿವಾರ ಮಧ್ಯಾಹ್ನ 2 ಗಂಟೆಯೊಳಗೆ ಹುಡುಗಿಯೊಂದಿಗೆ ಬರುವುದಾಗಿ ಭರವಸೆ ನೀಡಿದ್ದಳು.: [427, 1326, 587, 1406]
alemari-column-3: [566, 641, 720, 1001]
funds-paragraph-1: [738, 97, 938, 189]
section-rule: [738, 530, 938, 532]
blood-text-1: ವಿಜಯನಗರ(ಹೊಸಪೇಟೆ): ರೋಟರಿ ಉಮಾಮಹೇಶ್ವರರಾವ್ ರಕ್ತ ಕೇಂದ್ರ ಹಾಗೂ ಶ್ರೀ ಹನುಮಾನ್ ಮಿತ್ರ ಮಂಡಳಿ ಇವರ ಸಹಭಾಗಿತ್ವದಲ್ಲಿ ಸ್ವಯಂ ಪ್ರೇರಿತ ರಕ್ತದಾನ ಶಿಬಿರವನ್ನು ಏರ್ಪಡಿಸಲಾಗಿತ್ತು. ಕಾರ್ಯಕ್ರಮದಲ್ಲಿ ಮಿತ್ರ ಮಂಡಳಿಯ: [258, 274, 408, 314]
issue-date: ಮಂಗಳವಾರ 30-09-2025: [14, 9, 143, 23]
missing-text-1: ವಿಜಯನಗರ(ಹೊಸಪೇಟೆ): ಹೊಸಪೇಟೆ ಗ್ರಾಮೀಣ ಪೊಲೀಸ್ ಠಾಣಾ ವ್ಯಾಪ್ತಿಯಲ್ಲಿ ಸುಮಾರು 83 ವರ್ಷದ ಎಸ್.ಪರಮೇಶ್ವರಪ್ಪ ಎಂಬ ವ್ಯಕ್ತಿಯು ಮನೆಯಿಂದ ವಾಕಿಂಗ್ ಹೋಗುವುದಾಗಿ ಹೇಳಿ ಹೋದವನು ವಾಪಸ್ಸು ಮನೆಗೆ ಬಾರದೇ ಕಾಣೆಯಾಗಿದ್ದು ಗ್ರಾಮೀಣ ಪೊಲೀಸ್ ಠಾಣೆಯಲ್ಲಿ ಪ್ರಕರಣ ದಾಖಲಾಗಿದೆ.: [738, 780, 938, 820]
funds-byline: ಹೊಸಪೇಟೆ ಟೈಮ್ಸ್ ನ್ಯೂಸ್: [807, 86, 869, 95]
bhagavad-text-2: ಗರುಡ ಪುರಾಣವನ್ನು ನಂಬಿ ಅನುಸರಿಸುವಂತ ಹವರು ಯಾವುದೇ ತಪ್ಪುಗಳನ್ನು ಮಾಡಲು ಭಯಭೀತರಾಗುತ್ತಾರೆ. ತಾವು ಮಾಡಲಿರುವ ತಪ್ಪಿಗೆ ಇರುವ ದಂಡನೆಯನ್ನು ನೆನೆದು ಸಣ್ಣದಾಗಿ ಬೆವರಿ, ಬೇಡ ಇಂತಹ ಕೆಲಸ ಬೇಡವೇ ಬೇಡ ಎಂಬ ತೀರ್ಮಾನಕ್ಕೆ ಬರುವುದನ್ನು ಕಾಣಬಹುದು. ಧರ್ಮ ಇರುವುದು ಯಾವುದೇ ದಂಡಾಧಿಕಾರಿ ಅಥವಾ ರಾಜ ಇಲ್ಲದಿದ್ದರೂ ಸಮಾಜದಲ್ಲಿ ಯಾವುದೇ ಅಹಿತಕರ ಘಟನೆಗಳು ನಡೆಯದಂತೆ ಜ್ಞಾನದಿಂದ ಕಟ್ಟಿ ಹಾಕಿ, ಸಕಲ ಜೀವಿಗಳನ್ನು ತನ್ನಂತೆ ಪ್ರೀತಿಸಿ, ಸಮಾಜದಿಂದ, ಪರಿಸರದಿಂದ ಪಡೆದಿರುವುದಕ್ಕೆ ಕೃತಜ್ಞತಾ ಭಾವದಿಂದ ಬದುಕಿ, ಪ್ರಾಮಾಣಿಕ ಸೇವೆ ಮಾಡುವಂತೆ ಪ್ರೇರೇಪಿಸುವುದಕ್ಕೆ ಹೊರತು ಧರ್ಮದ ಹೆಸರಿನಲ್ಲಿ ಇನ್ನೊಬ್ಬರನ್ನು ಕಟ್ಟಿಹಾಕುವುದಕ್ಕಲ್ಲ. ಯಾರು ಧರ್ಮ ಭ್ರಷ್ಟರಾಗುತ್ತಾರೆ ಅಂತಹವರಿಗೆ ದಂಡನೆಯ ಅವಶ್ಯಕತೆ ಇದೆ. ಈ ಧರ್ಮಭ್ರಷ್ಟರನ್ನು ಶಿಕ್ಷಿಸುವ ಜ್ಞಾನ, ಅಂದರೆ: [21, 441, 229, 531]
ani-label: ANI: [28, 1092, 46, 1102]
blood-column-2: [414, 264, 560, 336]
bidar-text-5: [14, 1302, 236, 1342]
bidar-paragraph-4: [14, 1208, 236, 1300]
bidar-paragraph-5: [14, 1302, 236, 1384]
author-place: ಬೆಂಗಳೂರು: [168, 761, 196, 770]
bhagavad-gita-box: [14, 44, 234, 852]
mysuru-text-4-tail: ಕಾಯ್ದೆಯಡಿ ಕ್ರಮ ತೆಗೆದುಕೊಂಡಿದ್ದೇವೆ. ದೊಡ್ಡ ಜಾಲವಿದ್ದರೆ ತನಿಖೆಯಲ್ಲಿ ಬಯಲಿಗೆಳೆಯುತ್ತೇವೆ ಎಂದು ಹೇಳಿದ್ದಾರೆ.: [748, 1247, 938, 1267]
funds-headline-1: ಸರ್ಕಾರಿ ಹಣ ದುರುಪಯೋಗ ಪ್ರಕರಣ:: [760, 44, 916, 59]
mysuru-headline: [250, 1088, 940, 1120]
pocso-label: POCSO: [904, 1237, 938, 1248]
mysuru-column-4: [748, 1126, 938, 1494]
bhagavad-paragraph-2: [21, 441, 229, 627]
bidar-paragraph-1: [14, 1040, 236, 1092]
bidar-text-4: "ಮುಖ್ಯಮಂತ್ರಿ ಸಿದ್ದರಾಮಯ್ಯ ನೇತೃತ್ವದ ರಾಜ್ಯ ಸರ್ಕಾರವು ಸಂತ್ರಸ್ತ ರೈತರು ಮತ್ತು ಮನೆ ಕಳೆದುಕೊಂಡ ಜನರಿಗೆ ಪರಿಹಾರ ಒದಗಿಸಲು ತಕ್ಷಣ ಕ್ರಮ ಕೈಗೊಳ್ಳಬೇಕೆಂದು ನಾವು ಒತ್ತಾಯಿಸುತ್ತೇವೆ. ಯಡಿಯೂರಪ್ಪ ಮುಖ್ಯಮಂತ್ರಿಯಾಗಿದ್ದಾಗ ತೀವ್ರ ಪ್ರವಾಹ ಉಂಟಾಗಿತ್ತು ಮತ್ತು ಅವರು ಕೇಂದ್ರ ಸರ್ಕಾರದ ಹಣಕ್ಕಾಗಿ ಕಾಯದೆ ಕರ್ನಾಟಕದಾದ್ಯಂತ ಪ್ರಯಾಣಿಸಿ, ತಕ್ಷಣವೇ ಪರಿಹಾರವನ್ನು ಬಿಡುಗಡೆ ಮಾಡಿದ್ದರು. ಸಿದ್ದರಾಮಯ್ಯ ಅವರು ಅದೇ ರೀತಿ ವರ್ತಿಸಬೇಕೆಂದು ನಾನು ಒತ್ತಾಯಿಸುತ್ತೇನೆ" ಎಂದು ವಿಜಯೇಂದ್ರ ಹೇಳಿದರು.: [14, 1208, 236, 1268]
funds-paragraph-3: [738, 324, 938, 426]
bidar-text-5c: ಸಚಿವ ಮತ್ತು ಕಲಬುರಗಿ ಜಿಲ್ಲಾ ಉಸ್ತುವಾರಿ ಸಚಿವ ಪ್ರಿಯಾಂಕ್ ಖರ್ಗೆ ಅವರು ಜಿಲ್ಲೆಯ ಮಳೆ ಮತ್ತು ಪ್ರವಾಹ ಪೀಡಿತ ಪ್ರದೇಶಗಳಿಗೆ ಭೇಟಿ ನೀಡಿ ಸ್ಥಳೀಯರು ಮತ್ತು ಸಂತ್ರಸ್ತ ಜನರ ಕುಂದುಕೊರತೆಗಳನ್ನು ಆಲಿಸಿದರು ಎಂದು ವಿಐಡಿಬಿ ಇಲಾಖೆಯ ಸಾರ್ವಜನಿಕ ಸಂಪರ್ಕ ಅಧಿಕಾರಿ(PRO) ತಿಳಿಸಿದ್ದಾರೆ.: [14, 1302, 236, 1342]
blood-text-3: ಆವರಾದಿ , ರೋಟ್ರಿಯ ಕಾರ್ಯದರ್ಶಿಯಾದ ಕೆದಾರ್ ದಂಡಿನ್, ಸದಸ್ಯರಾದ ಸುನಿಲ್ ಲಕೋಟಿಯ ಹಾಗೂ ಮಿತ್ರ ಮಂಡಳಿಯ ಕಮಲ್ ಜೈನ್, ರಾಜೇಶ್ ಕರ್ವ, ಶೇರ್ ಸಿಂಗ್, ನಗರಸಭಾ ಸದಸ್ಯ ಕಿರಣ್ ಹಾಗೂ ಮಿತ್ರ ಮಂಡಳಿಯ ಎಲ್ಲಾ ಸದಸ್ಯರು ಭಾಗವಹಿಸಿದ್ದರು.: [566, 264, 720, 304]
alemari-byline: ಹೊಸಪೇಟೆ ಟೈಮ್ಸ್ ನ್ಯೂಸ್: [258, 641, 320, 650]
funds-paragraph-4: [738, 426, 938, 528]
mysuru-text-4: [748, 1126, 938, 1267]
bhagavad-paragraph-1: [21, 337, 229, 439]
bidar-flood-photo: [14, 862, 236, 1035]
missing-headline: ವ್ಯಕ್ತಿ ಕಾಣೆ : ಪ್ರಕರಣ ದಾಖಲು: [774, 750, 902, 765]
bidar-text-2: [14, 1092, 236, 1132]
mysuru-headline-b: ಋತುಮತಿಯಾದ ಬಾಲಕಿಯರೇ ಟಾರ್ಗೆಟ್!: [604, 1093, 854, 1114]
arrest-car-photo: [592, 1130, 742, 1320]
blood-donation-headline: ಸ್ವಯಂ ಪ್ರೇರಿತ ರಕ್ತದಾನ ಶಿಬಿರ: [334, 47, 646, 85]
bidar-text-3: ಪ್ರವಾಹದಿಂದ ಹಾನಿಗೊಳಗಾದ ರೈತರು ಮತ್ತು ಕುಟುಂಬಗಳಿಗೆ ತಕ್ಷಣ ಪರಿಹಾರ ಬಿಡುಗಡೆ ಮಾಡಬೇಕು ಎಂದು ವಿಜಯೇಂದ್ರ ಅವರು ಮುಖ್ಯಮಂತ್ರಿ ಸಿದ್ದರಾಮಯ್ಯ ಅವರನ್ನು ಒತ್ತಾಯಿಸಿದರು.: [14, 1176, 236, 1196]
mysuru-column-1: [254, 1126, 420, 1494]
